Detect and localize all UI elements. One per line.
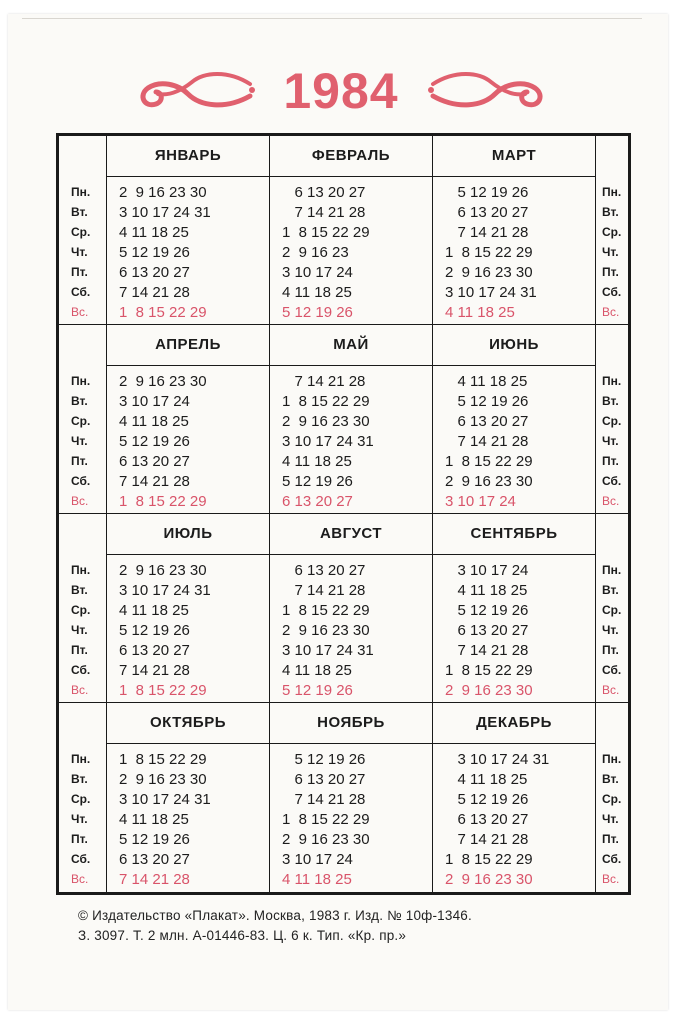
week-row: 5 12 19 26: [445, 602, 529, 619]
week-row: 7 14 21 28: [119, 284, 190, 301]
weekday-label: Вс.: [71, 872, 89, 886]
week-row: 5 12 19 26: [119, 433, 190, 450]
card-top-edge: [22, 18, 642, 19]
weekday-labels-left: [59, 136, 107, 325]
weekday-label: Сб.: [602, 285, 622, 299]
month-block: [433, 703, 596, 892]
week-row: 7 14 21 28: [282, 373, 366, 390]
weekday-label: Вт.: [602, 772, 619, 786]
week-row: 3 10 17 24: [445, 493, 516, 510]
imprint-line-1: © Издательство «Плакат». Москва, 1983 г. Изд. № 10ф-1346.: [78, 908, 472, 923]
week-row: 6 13 20 27: [445, 811, 529, 828]
month-days: [107, 177, 269, 323]
weekday-label: Вт.: [602, 205, 619, 219]
weekday-label: Ср.: [602, 414, 622, 428]
week-row: 5 12 19 26: [119, 831, 190, 848]
weekday-label: Чт.: [71, 245, 88, 259]
week-row: 7 14 21 28: [445, 831, 529, 848]
week-row: 4 11 18 25: [445, 582, 528, 599]
week-row: 2 9 16 23 30: [445, 682, 533, 699]
week-row: 4 11 18 25: [282, 662, 352, 679]
week-row: 1 8 15 22 29: [119, 682, 207, 699]
week-row: 1 8 15 22 29: [282, 811, 370, 828]
month-days: [433, 555, 595, 701]
week-row: 2 9 16 23 30: [119, 771, 207, 788]
month-block: [270, 325, 433, 514]
week-row: 4 11 18 25: [445, 771, 528, 788]
week-row: 3 10 17 24: [119, 393, 190, 410]
week-row: 4 11 18 25: [445, 373, 528, 390]
week-row: 2 9 16 23 30: [445, 871, 533, 888]
calendar-grid: [56, 133, 631, 895]
weekday-label: Чт.: [71, 812, 88, 826]
week-row: 1 8 15 22 29: [445, 453, 533, 470]
weekday-label: Пн.: [71, 374, 91, 388]
weekday-label: Пт.: [602, 643, 619, 657]
week-row: 5 12 19 26: [282, 473, 353, 490]
weekday-label: Вс.: [602, 872, 620, 886]
weekday-label: Вт.: [71, 205, 88, 219]
weekday-label: Ср.: [602, 792, 622, 806]
weekday-label: Пн.: [602, 185, 622, 199]
month-block: [107, 514, 270, 703]
week-row: 2 9 16 23 30: [282, 622, 370, 639]
weekday-label: Сб.: [71, 285, 91, 299]
weekday-label: Пт.: [602, 454, 619, 468]
weekday-label: Чт.: [602, 623, 619, 637]
month-block: [270, 703, 433, 892]
week-row: 1 8 15 22 29: [119, 493, 207, 510]
week-row: 6 13 20 27: [119, 264, 190, 281]
week-row: 3 10 17 24 31: [282, 642, 374, 659]
weekday-label: Пт.: [71, 643, 88, 657]
weekday-label: Сб.: [71, 474, 91, 488]
weekday-label: Ср.: [71, 603, 91, 617]
month-title: ФЕВРАЛЬ: [270, 136, 432, 177]
week-row: 6 13 20 27: [282, 771, 366, 788]
week-row: 4 11 18 25: [119, 224, 189, 241]
weekday-label: Пт.: [71, 265, 88, 279]
week-row: 6 13 20 27: [119, 851, 190, 868]
month-days: [107, 555, 269, 701]
month-title: СЕНТЯБРЬ: [433, 514, 595, 555]
month-days: [270, 177, 432, 323]
week-row: 2 9 16 23: [282, 244, 349, 261]
week-row: 3 10 17 24 31: [119, 204, 211, 221]
weekday-label: Пн.: [71, 185, 91, 199]
week-row: 2 9 16 23 30: [119, 184, 207, 201]
weekday-label: Чт.: [602, 812, 619, 826]
month-block: [270, 514, 433, 703]
week-row: 1 8 15 22 29: [445, 662, 533, 679]
month-days: [107, 744, 269, 890]
week-row: 4 11 18 25: [282, 871, 352, 888]
weekday-label: Вт.: [71, 772, 88, 786]
week-row: 3 10 17 24: [282, 851, 353, 868]
week-row: 7 14 21 28: [445, 224, 529, 241]
week-row: 7 14 21 28: [119, 662, 190, 679]
week-row: 1 8 15 22 29: [119, 751, 207, 768]
weekday-label: Чт.: [71, 434, 88, 448]
weekday-label: Вс.: [602, 683, 620, 697]
week-row: 6 13 20 27: [119, 453, 190, 470]
weekday-label: Пт.: [71, 454, 88, 468]
weekday-labels-right: [596, 136, 628, 325]
week-row: 5 12 19 26: [445, 393, 529, 410]
imprint-line-2: З. 3097. Т. 2 млн. А-01446-83. Ц. 6 к. Тип. «Кр. пр.»: [78, 928, 407, 943]
weekday-label: Сб.: [602, 663, 622, 677]
week-row: 4 11 18 25: [119, 602, 189, 619]
week-row: 6 13 20 27: [445, 204, 529, 221]
weekday-labels-left: [59, 514, 107, 703]
week-row: 5 12 19 26: [119, 244, 190, 261]
weekday-label: Вт.: [602, 583, 619, 597]
week-row: 2 9 16 23 30: [445, 264, 533, 281]
weekday-label: Ср.: [71, 225, 91, 239]
week-row: 3 10 17 24: [445, 562, 529, 579]
month-title: ДЕКАБРЬ: [433, 703, 595, 744]
weekday-labels-left: [59, 325, 107, 514]
weekday-label: Пт.: [602, 265, 619, 279]
week-row: 7 14 21 28: [282, 204, 366, 221]
month-block: [107, 325, 270, 514]
weekday-label: Пт.: [602, 832, 619, 846]
month-title: АПРЕЛЬ: [107, 325, 269, 366]
week-row: 6 13 20 27: [282, 493, 353, 510]
month-title: МАРТ: [433, 136, 595, 177]
weekday-label: Ср.: [71, 792, 91, 806]
weekday-label: Пн.: [71, 752, 91, 766]
week-row: 6 13 20 27: [445, 622, 529, 639]
week-row: 6 13 20 27: [282, 562, 366, 579]
weekday-labels-right: [596, 325, 628, 514]
week-row: 1 8 15 22 29: [282, 224, 370, 241]
weekday-label: Пн.: [602, 563, 622, 577]
month-block: [107, 136, 270, 325]
week-row: 7 14 21 28: [445, 642, 529, 659]
weekday-label: Ср.: [71, 414, 91, 428]
month-days: [270, 555, 432, 701]
weekday-label: Чт.: [602, 434, 619, 448]
week-row: 1 8 15 22 29: [119, 304, 207, 321]
weekday-label: Сб.: [602, 852, 622, 866]
week-row: 7 14 21 28: [119, 473, 190, 490]
month-title: НОЯБРЬ: [270, 703, 432, 744]
weekday-label: Сб.: [71, 663, 91, 677]
month-block: [270, 136, 433, 325]
week-row: 2 9 16 23 30: [282, 413, 370, 430]
week-row: 2 9 16 23 30: [445, 473, 533, 490]
week-row: 1 8 15 22 29: [282, 393, 370, 410]
week-row: 2 9 16 23 30: [119, 562, 207, 579]
publisher-imprint: [78, 906, 658, 946]
month-days: [433, 177, 595, 323]
week-row: 1 8 15 22 29: [282, 602, 370, 619]
weekday-label: Сб.: [602, 474, 622, 488]
week-row: 6 13 20 27: [119, 642, 190, 659]
month-title: ИЮНЬ: [433, 325, 595, 366]
week-row: 6 13 20 27: [282, 184, 366, 201]
week-row: 5 12 19 26: [445, 791, 529, 808]
week-row: 5 12 19 26: [445, 184, 529, 201]
week-row: 1 8 15 22 29: [445, 244, 533, 261]
week-row: 5 12 19 26: [119, 622, 190, 639]
week-row: 1 8 15 22 29: [445, 851, 533, 868]
week-row: 4 11 18 25: [119, 413, 189, 430]
weekday-labels-right: [596, 703, 628, 892]
week-row: 3 10 17 24 31: [119, 791, 211, 808]
weekday-label: Вс.: [71, 305, 89, 319]
month-title: ОКТЯБРЬ: [107, 703, 269, 744]
week-row: 3 10 17 24 31: [445, 751, 550, 768]
weekday-label: Чт.: [71, 623, 88, 637]
month-block: [107, 703, 270, 892]
week-row: 2 9 16 23 30: [119, 373, 207, 390]
week-row: 4 11 18 25: [282, 284, 352, 301]
weekday-label: Вт.: [71, 394, 88, 408]
month-days: [270, 366, 432, 512]
month-days: [270, 744, 432, 890]
weekday-label: Пн.: [602, 752, 622, 766]
weekday-label: Вс.: [71, 683, 89, 697]
weekday-label: Вт.: [71, 583, 88, 597]
year-title: 1984: [283, 63, 399, 119]
weekday-label: Пн.: [602, 374, 622, 388]
week-row: 4 11 18 25: [119, 811, 189, 828]
month-days: [107, 366, 269, 512]
weekday-label: Вс.: [602, 305, 620, 319]
week-row: 3 10 17 24 31: [119, 582, 211, 599]
month-days: [433, 366, 595, 512]
week-row: 3 10 17 24: [282, 264, 353, 281]
week-row: 4 11 18 25: [282, 453, 352, 470]
weekday-labels-right: [596, 514, 628, 703]
week-row: 2 9 16 23 30: [282, 831, 370, 848]
weekday-labels-left: [59, 703, 107, 892]
month-title: АВГУСТ: [270, 514, 432, 555]
week-row: 7 14 21 28: [119, 871, 190, 888]
week-row: 5 12 19 26: [282, 751, 366, 768]
weekday-label: Вс.: [602, 494, 620, 508]
month-block: [433, 514, 596, 703]
month-title: ЯНВАРЬ: [107, 136, 269, 177]
weekday-label: Пн.: [71, 563, 91, 577]
weekday-label: Вс.: [71, 494, 89, 508]
month-title: МАЙ: [270, 325, 432, 366]
week-row: 7 14 21 28: [445, 433, 529, 450]
weekday-label: Пт.: [71, 832, 88, 846]
month-block: [433, 325, 596, 514]
week-row: 7 14 21 28: [282, 582, 366, 599]
week-row: 5 12 19 26: [282, 682, 353, 699]
weekday-label: Сб.: [71, 852, 91, 866]
week-row: 3 10 17 24 31: [282, 433, 374, 450]
weekday-label: Ср.: [602, 225, 622, 239]
month-days: [433, 744, 595, 890]
week-row: 4 11 18 25: [445, 304, 515, 321]
weekday-label: Ср.: [602, 603, 622, 617]
weekday-label: Чт.: [602, 245, 619, 259]
month-title: ИЮЛЬ: [107, 514, 269, 555]
week-row: 6 13 20 27: [445, 413, 529, 430]
week-row: 3 10 17 24 31: [445, 284, 537, 301]
month-block: [433, 136, 596, 325]
week-row: 7 14 21 28: [282, 791, 366, 808]
week-row: 5 12 19 26: [282, 304, 353, 321]
weekday-label: Вт.: [602, 394, 619, 408]
